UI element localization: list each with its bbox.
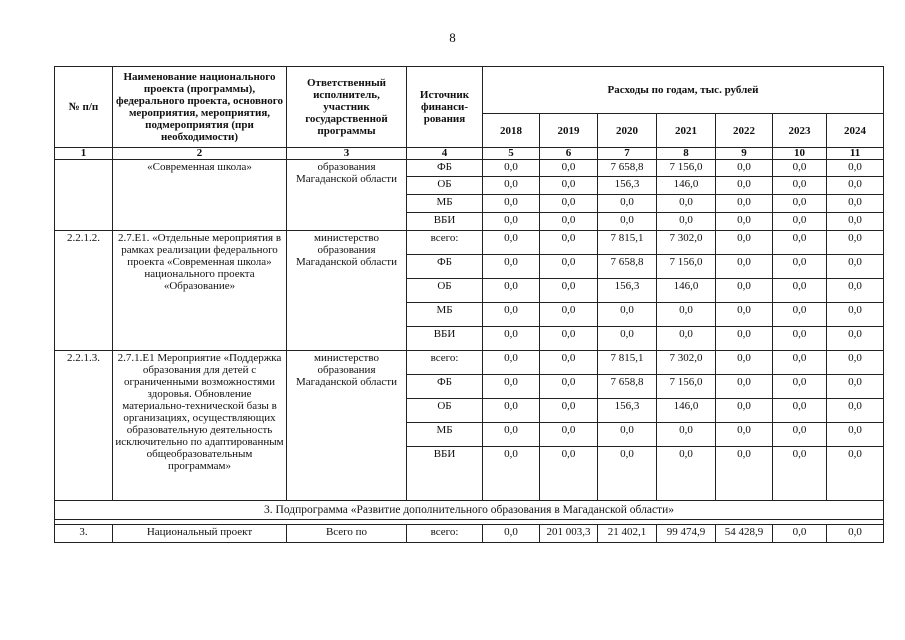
amount-cell: 0,0 <box>540 213 598 231</box>
subprogram-title: 3. Подпрограмма «Развитие дополнительного образования в Магаданской области» <box>55 501 884 520</box>
amount-cell: 0,0 <box>773 177 827 195</box>
amount-cell: 7 658,8 <box>598 375 657 399</box>
header-expenses: Расходы по годам, тыс. рублей <box>483 67 884 114</box>
amount-cell: 0,0 <box>540 327 598 351</box>
amount-cell: 0,0 <box>598 423 657 447</box>
amount-cell: 7 156,0 <box>657 375 716 399</box>
amount-cell: 156,3 <box>598 399 657 423</box>
amount-cell: 0,0 <box>827 213 884 231</box>
amount-cell: 0,0 <box>483 303 540 327</box>
header-year: 2019 <box>540 114 598 148</box>
header-name: Наименование национального проекта (программы), федерального проекта, основного мероприятия, мероприятия, подмероприятия (при необходимости) <box>113 67 287 148</box>
amount-cell: 0,0 <box>827 525 884 543</box>
row-name-cell: 2.7.Е1. «Отдельные мероприятия в рамках реализации федерального проекта «Современная школа» национального проекта «Образование» <box>113 231 287 351</box>
amount-cell: 0,0 <box>598 303 657 327</box>
amount-cell: 156,3 <box>598 279 657 303</box>
amount-cell: 0,0 <box>827 327 884 351</box>
amount-cell: 0,0 <box>483 177 540 195</box>
header-year: 2018 <box>483 114 540 148</box>
col-number: 1 <box>55 148 113 160</box>
col-number: 11 <box>827 148 884 160</box>
amount-cell: 0,0 <box>540 399 598 423</box>
amount-cell: 0,0 <box>657 327 716 351</box>
amount-cell: 0,0 <box>598 327 657 351</box>
row-responsible-cell: образования Магаданской области <box>287 160 407 231</box>
amount-cell: 0,0 <box>716 231 773 255</box>
amount-cell: 0,0 <box>540 160 598 177</box>
amount-cell: 0,0 <box>827 160 884 177</box>
amount-cell: 0,0 <box>483 375 540 399</box>
amount-cell: 0,0 <box>540 303 598 327</box>
row-name-cell: Национальный проект <box>113 525 287 543</box>
row-responsible-cell: министерство образования Магаданской области <box>287 351 407 501</box>
amount-cell: 0,0 <box>773 399 827 423</box>
amount-cell: 0,0 <box>773 160 827 177</box>
amount-cell: 0,0 <box>540 231 598 255</box>
amount-cell: 0,0 <box>773 279 827 303</box>
amount-cell: 0,0 <box>716 327 773 351</box>
header-year: 2020 <box>598 114 657 148</box>
column-numbers-row <box>55 148 884 160</box>
col-number: 3 <box>287 148 407 160</box>
row-num-cell <box>55 160 113 231</box>
amount-cell: 201 003,3 <box>540 525 598 543</box>
row-responsible-cell: министерство образования Магаданской области <box>287 231 407 351</box>
amount-cell: 7 302,0 <box>657 351 716 375</box>
amount-cell: 146,0 <box>657 279 716 303</box>
amount-cell: 0,0 <box>716 213 773 231</box>
amount-cell: 0,0 <box>773 213 827 231</box>
header-responsible: Ответственный исполнитель, участник государственной программы <box>287 67 407 148</box>
amount-cell: 0,0 <box>483 351 540 375</box>
amount-cell: 146,0 <box>657 399 716 423</box>
amount-cell: 0,0 <box>773 195 827 213</box>
source-cell: ОБ <box>407 177 483 195</box>
amount-cell: 0,0 <box>716 160 773 177</box>
amount-cell: 0,0 <box>827 231 884 255</box>
source-cell: ОБ <box>407 279 483 303</box>
amount-cell: 0,0 <box>657 303 716 327</box>
amount-cell: 0,0 <box>483 327 540 351</box>
amount-cell: 0,0 <box>716 351 773 375</box>
amount-cell: 0,0 <box>657 447 716 501</box>
source-cell: всего: <box>407 351 483 375</box>
row-name-cell: «Современная школа» <box>113 160 287 231</box>
source-cell: всего: <box>407 525 483 543</box>
amount-cell: 0,0 <box>773 255 827 279</box>
amount-cell: 0,0 <box>773 447 827 501</box>
amount-cell: 99 474,9 <box>657 525 716 543</box>
amount-cell: 0,0 <box>598 213 657 231</box>
amount-cell: 0,0 <box>483 447 540 501</box>
amount-cell: 0,0 <box>716 423 773 447</box>
header-year: 2022 <box>716 114 773 148</box>
amount-cell: 7 156,0 <box>657 160 716 177</box>
col-number: 10 <box>773 148 827 160</box>
table-row <box>55 160 884 177</box>
amount-cell: 0,0 <box>540 255 598 279</box>
amount-cell: 0,0 <box>483 423 540 447</box>
subprogram-row <box>55 501 884 520</box>
amount-cell: 0,0 <box>483 195 540 213</box>
header-year: 2023 <box>773 114 827 148</box>
row-name-cell: 2.7.1.Е1 Мероприятие «Поддержка образования для детей с ограниченными возможностями здоровья. Обновление материально-технической базы в организациях, осуществляющих образовательную деятельность исключительно по адаптированным общеобразовательным программам» <box>113 351 287 501</box>
source-cell: ВБИ <box>407 213 483 231</box>
amount-cell: 0,0 <box>483 525 540 543</box>
source-cell: ФБ <box>407 160 483 177</box>
amount-cell: 0,0 <box>773 303 827 327</box>
amount-cell: 7 658,8 <box>598 160 657 177</box>
amount-cell: 0,0 <box>827 279 884 303</box>
amount-cell: 7 156,0 <box>657 255 716 279</box>
amount-cell: 0,0 <box>773 423 827 447</box>
amount-cell: 0,0 <box>773 231 827 255</box>
row-num-cell: 2.2.1.3. <box>55 351 113 501</box>
amount-cell: 0,0 <box>657 213 716 231</box>
col-number: 2 <box>113 148 287 160</box>
amount-cell: 0,0 <box>827 195 884 213</box>
table-row <box>55 525 884 543</box>
amount-cell: 0,0 <box>540 375 598 399</box>
amount-cell: 0,0 <box>598 195 657 213</box>
amount-cell: 0,0 <box>827 303 884 327</box>
amount-cell: 0,0 <box>483 399 540 423</box>
page-number: 8 <box>449 30 456 45</box>
source-cell: всего: <box>407 231 483 255</box>
table-row <box>55 231 884 255</box>
amount-cell: 0,0 <box>716 303 773 327</box>
amount-cell: 0,0 <box>773 525 827 543</box>
col-number: 9 <box>716 148 773 160</box>
amount-cell: 0,0 <box>716 279 773 303</box>
amount-cell: 0,0 <box>773 327 827 351</box>
source-cell: ФБ <box>407 375 483 399</box>
amount-cell: 0,0 <box>827 399 884 423</box>
amount-cell: 0,0 <box>716 195 773 213</box>
amount-cell: 0,0 <box>716 399 773 423</box>
amount-cell: 0,0 <box>773 375 827 399</box>
amount-cell: 0,0 <box>827 375 884 399</box>
col-number: 6 <box>540 148 598 160</box>
amount-cell: 0,0 <box>483 279 540 303</box>
amount-cell: 156,3 <box>598 177 657 195</box>
amount-cell: 0,0 <box>483 231 540 255</box>
source-cell: ВБИ <box>407 327 483 351</box>
source-cell: МБ <box>407 423 483 447</box>
header-num: № п/п <box>55 67 113 148</box>
amount-cell: 0,0 <box>827 423 884 447</box>
row-num-cell: 3. <box>55 525 113 543</box>
amount-cell: 7 815,1 <box>598 351 657 375</box>
expenses-table <box>54 66 884 543</box>
amount-cell: 0,0 <box>540 195 598 213</box>
amount-cell: 0,0 <box>540 177 598 195</box>
row-responsible-cell: Всего по <box>287 525 407 543</box>
source-cell: МБ <box>407 195 483 213</box>
header-year: 2021 <box>657 114 716 148</box>
col-number: 4 <box>407 148 483 160</box>
col-number: 7 <box>598 148 657 160</box>
amount-cell: 0,0 <box>540 351 598 375</box>
header-source: Источник финанси-рования <box>407 67 483 148</box>
amount-cell: 0,0 <box>540 447 598 501</box>
amount-cell: 0,0 <box>827 255 884 279</box>
source-cell: ОБ <box>407 399 483 423</box>
amount-cell: 0,0 <box>716 375 773 399</box>
amount-cell: 21 402,1 <box>598 525 657 543</box>
amount-cell: 7 658,8 <box>598 255 657 279</box>
amount-cell: 0,0 <box>483 213 540 231</box>
source-cell: МБ <box>407 303 483 327</box>
amount-cell: 0,0 <box>716 447 773 501</box>
header-year: 2024 <box>827 114 884 148</box>
amount-cell: 7 815,1 <box>598 231 657 255</box>
amount-cell: 0,0 <box>773 351 827 375</box>
col-number: 5 <box>483 148 540 160</box>
amount-cell: 0,0 <box>598 447 657 501</box>
amount-cell: 0,0 <box>827 177 884 195</box>
amount-cell: 0,0 <box>540 423 598 447</box>
row-num-cell: 2.2.1.2. <box>55 231 113 351</box>
amount-cell: 0,0 <box>483 160 540 177</box>
amount-cell: 0,0 <box>483 255 540 279</box>
amount-cell: 0,0 <box>657 423 716 447</box>
amount-cell: 7 302,0 <box>657 231 716 255</box>
amount-cell: 0,0 <box>657 195 716 213</box>
amount-cell: 146,0 <box>657 177 716 195</box>
table-row <box>55 351 884 375</box>
source-cell: ФБ <box>407 255 483 279</box>
amount-cell: 0,0 <box>827 447 884 501</box>
amount-cell: 54 428,9 <box>716 525 773 543</box>
amount-cell: 0,0 <box>716 177 773 195</box>
amount-cell: 0,0 <box>540 279 598 303</box>
col-number: 8 <box>657 148 716 160</box>
amount-cell: 0,0 <box>716 255 773 279</box>
source-cell: ВБИ <box>407 447 483 501</box>
amount-cell: 0,0 <box>827 351 884 375</box>
